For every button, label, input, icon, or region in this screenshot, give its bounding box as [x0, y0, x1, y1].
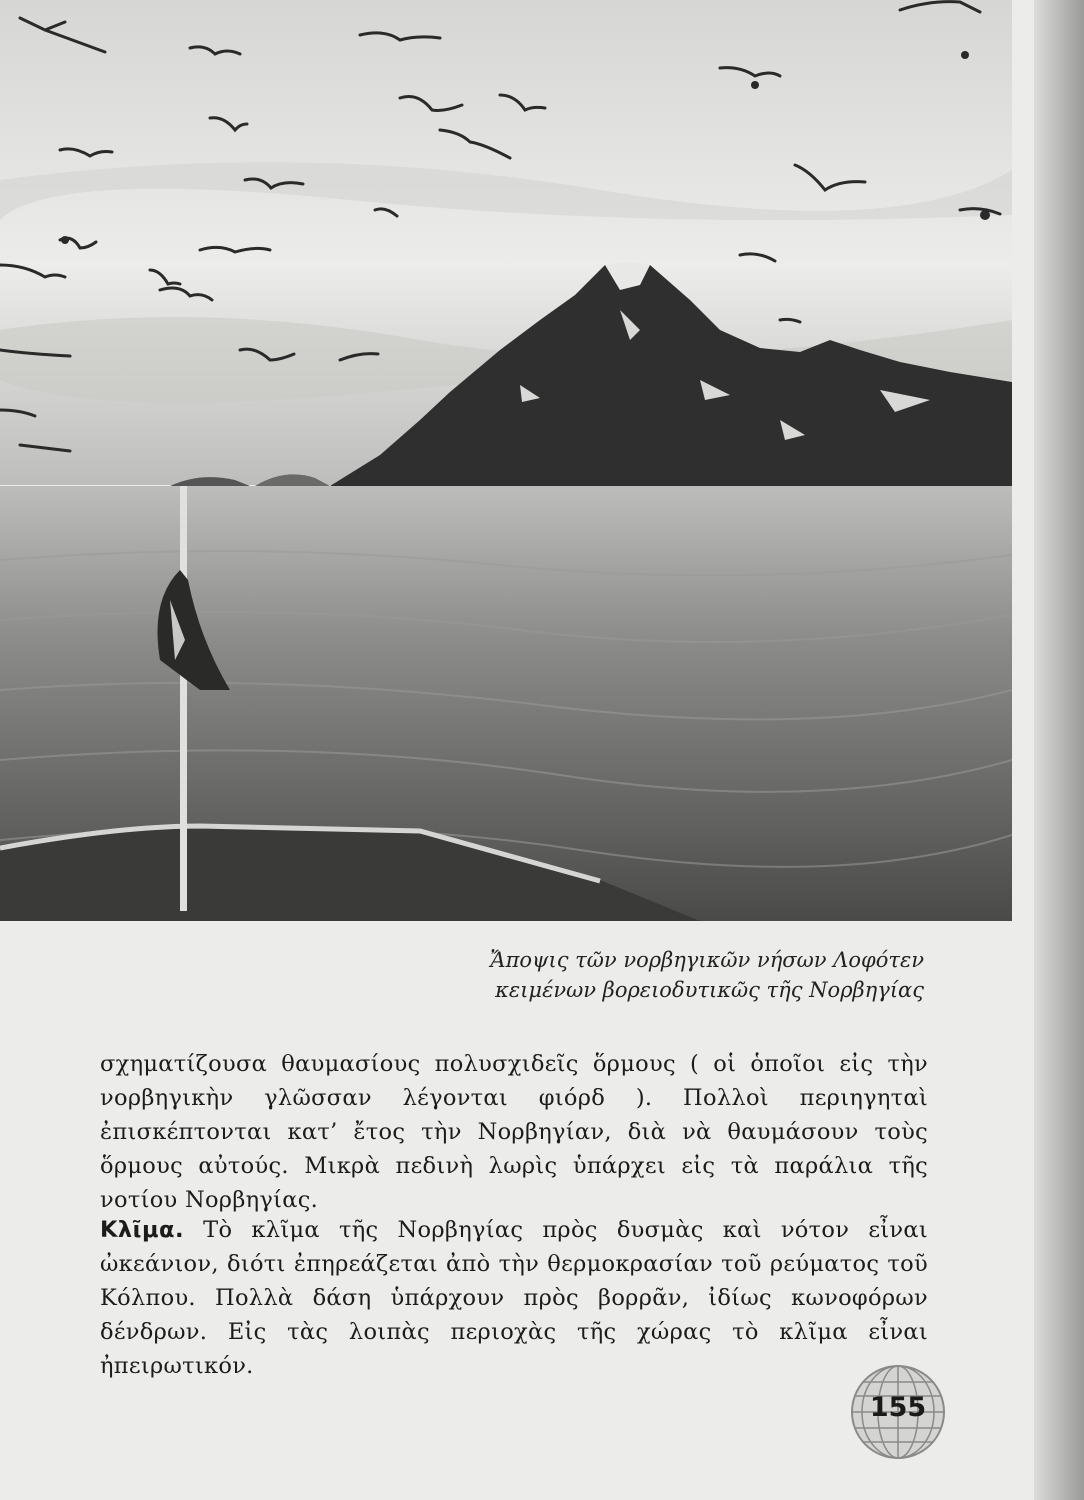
paragraph-climate-text: Τὸ κλῖμα τῆς Νορβηγίας πρὸς δυσμὰς καὶ νότον εἶναι ὠκεάνιον, διότι ἐπηρεάζεται ἀπὸ τὴν θερμοκρασίαν τοῦ ρεύματος τοῦ Κόλπου. Πολλὰ δάση ὑπάρχουν πρὸς βορρᾶν, ἰδίως κωνοφόρων δένδρων. Εἰς τὰς λοιπὰς περιοχὰς τῆς χώρας τὸ κλῖμα εἶναι ἠπειρωτικόν.	[100, 1217, 929, 1379]
paragraph-fjords: σχηματίζουσα θαυμασίους πολυσχιδεῖς ὅρμους ( οἱ ὁποῖοι εἰς τὴν νορβηγικὴν γλῶσσαν λέγονται φιόρδ ). Πολλοὶ περιηγηταὶ ἐπισκέπτονται κατ’ ἔτος τὴν Νορβηγίαν, διὰ νὰ θαυμάσουν τοὺς ὅρμους αὐτούς. Μικρὰ πεδινὴ λωρὶς ὑπάρχει εἰς τὰ παράλια τῆς νοτίου Νορβηγίας.	[100, 1051, 928, 1213]
page-edge-shadow	[1034, 0, 1084, 1500]
caption-line-1: Ἄποψις τῶν νορβηγικῶν νήσων Λοφότεν	[490, 948, 924, 972]
page-number: 155	[869, 1392, 927, 1423]
caption-line-2: κειμένων βορειοδυτικῶς τῆς Νορβηγίας	[495, 978, 924, 1002]
section-heading-climate: Κλῖμα.	[100, 1217, 185, 1243]
paragraph-climate	[100, 1213, 928, 1383]
photo-caption	[404, 945, 924, 1005]
